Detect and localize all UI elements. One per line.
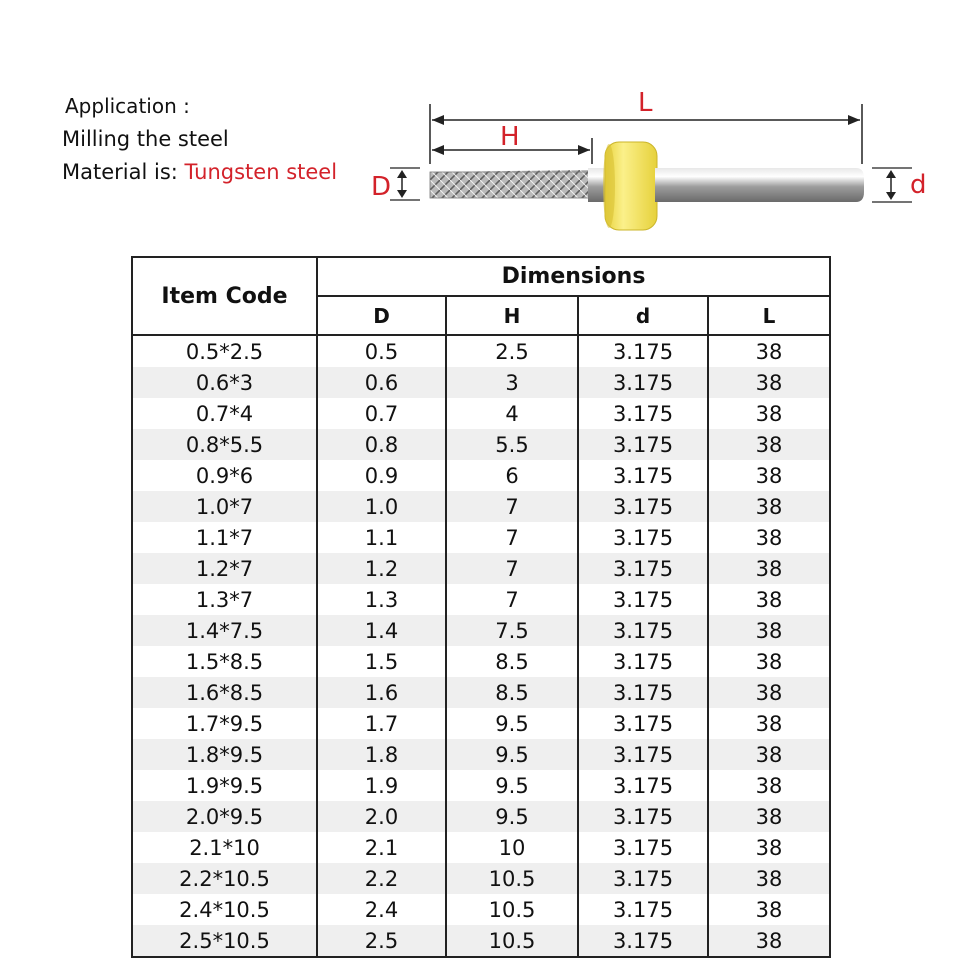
cell-d: 3.175 <box>578 335 708 367</box>
cell-d: 3.175 <box>578 677 708 708</box>
material-line <box>62 156 337 189</box>
table-row <box>132 894 830 925</box>
cell-D: 0.9 <box>317 460 446 491</box>
header-item-code: Item Code <box>132 257 317 335</box>
cell-item-code: 0.6*3 <box>132 367 317 398</box>
cell-item-code: 2.2*10.5 <box>132 863 317 894</box>
cell-item-code: 2.4*10.5 <box>132 894 317 925</box>
table-body <box>132 335 830 957</box>
cell-L: 38 <box>708 894 830 925</box>
label-H: H <box>500 122 520 152</box>
cell-D: 1.7 <box>317 708 446 739</box>
cell-L: 38 <box>708 398 830 429</box>
cell-H: 2.5 <box>446 335 578 367</box>
cell-d: 3.175 <box>578 491 708 522</box>
cell-d: 3.175 <box>578 925 708 957</box>
cell-d: 3.175 <box>578 894 708 925</box>
cell-L: 38 <box>708 429 830 460</box>
cell-H: 5.5 <box>446 429 578 460</box>
table-row <box>132 677 830 708</box>
table-row <box>132 615 830 646</box>
cell-H: 7.5 <box>446 615 578 646</box>
cell-D: 1.9 <box>317 770 446 801</box>
cell-d: 3.175 <box>578 429 708 460</box>
cell-D: 1.3 <box>317 584 446 615</box>
cell-item-code: 2.0*9.5 <box>132 801 317 832</box>
cell-H: 7 <box>446 553 578 584</box>
cell-D: 1.6 <box>317 677 446 708</box>
cell-d: 3.175 <box>578 801 708 832</box>
cell-D: 1.1 <box>317 522 446 553</box>
cell-d: 3.175 <box>578 646 708 677</box>
cell-item-code: 1.9*9.5 <box>132 770 317 801</box>
table-row <box>132 863 830 894</box>
cell-d: 3.175 <box>578 522 708 553</box>
cell-D: 1.2 <box>317 553 446 584</box>
table-row <box>132 739 830 770</box>
table-row <box>132 553 830 584</box>
cell-D: 2.0 <box>317 801 446 832</box>
application-label: Application : <box>65 94 190 118</box>
cell-H: 6 <box>446 460 578 491</box>
cell-item-code: 1.6*8.5 <box>132 677 317 708</box>
cell-D: 0.6 <box>317 367 446 398</box>
end-mill-illustration <box>360 80 960 250</box>
cell-H: 8.5 <box>446 646 578 677</box>
table-row <box>132 584 830 615</box>
dimension-d <box>872 168 912 202</box>
cell-item-code: 1.7*9.5 <box>132 708 317 739</box>
table-row <box>132 832 830 863</box>
cell-d: 3.175 <box>578 739 708 770</box>
application-info <box>62 90 337 189</box>
cell-item-code: 2.5*10.5 <box>132 925 317 957</box>
cell-d: 3.175 <box>578 770 708 801</box>
cell-item-code: 0.8*5.5 <box>132 429 317 460</box>
table-row <box>132 429 830 460</box>
cell-D: 0.8 <box>317 429 446 460</box>
cell-L: 38 <box>708 491 830 522</box>
cell-H: 9.5 <box>446 801 578 832</box>
table-row <box>132 770 830 801</box>
cell-L: 38 <box>708 739 830 770</box>
header-dimensions: Dimensions <box>317 257 830 296</box>
cell-L: 38 <box>708 522 830 553</box>
cell-H: 10 <box>446 832 578 863</box>
cell-item-code: 1.2*7 <box>132 553 317 584</box>
cell-D: 0.5 <box>317 335 446 367</box>
header-d: d <box>578 296 708 335</box>
table-row <box>132 460 830 491</box>
table-row <box>132 522 830 553</box>
end-mill-diagram <box>360 80 960 250</box>
cell-L: 38 <box>708 553 830 584</box>
table-row <box>132 367 830 398</box>
cell-item-code: 2.1*10 <box>132 832 317 863</box>
cell-item-code: 0.9*6 <box>132 460 317 491</box>
cell-D: 2.5 <box>317 925 446 957</box>
material-label: Material is: <box>62 160 178 184</box>
cell-d: 3.175 <box>578 708 708 739</box>
cell-D: 2.1 <box>317 832 446 863</box>
cell-L: 38 <box>708 615 830 646</box>
material-value: Tungsten steel <box>184 160 338 184</box>
cell-L: 38 <box>708 832 830 863</box>
cell-d: 3.175 <box>578 584 708 615</box>
table-row <box>132 646 830 677</box>
cell-item-code: 1.3*7 <box>132 584 317 615</box>
cell-H: 7 <box>446 584 578 615</box>
cutting-flutes <box>430 170 592 198</box>
cell-L: 38 <box>708 925 830 957</box>
cell-D: 2.4 <box>317 894 446 925</box>
label-L: L <box>638 88 653 118</box>
cell-H: 10.5 <box>446 925 578 957</box>
cell-H: 9.5 <box>446 708 578 739</box>
header-D: D <box>317 296 446 335</box>
cell-item-code: 0.7*4 <box>132 398 317 429</box>
cell-H: 9.5 <box>446 739 578 770</box>
table-row <box>132 801 830 832</box>
cell-d: 3.175 <box>578 398 708 429</box>
cell-H: 7 <box>446 491 578 522</box>
cell-d: 3.175 <box>578 553 708 584</box>
cell-H: 3 <box>446 367 578 398</box>
cell-item-code: 1.4*7.5 <box>132 615 317 646</box>
cell-L: 38 <box>708 863 830 894</box>
cell-L: 38 <box>708 708 830 739</box>
cell-L: 38 <box>708 646 830 677</box>
cell-item-code: 1.0*7 <box>132 491 317 522</box>
cell-H: 7 <box>446 522 578 553</box>
cell-H: 10.5 <box>446 894 578 925</box>
header-H: H <box>446 296 578 335</box>
cell-L: 38 <box>708 770 830 801</box>
table-row <box>132 398 830 429</box>
cell-item-code: 1.5*8.5 <box>132 646 317 677</box>
cell-d: 3.175 <box>578 863 708 894</box>
application-value: Milling the steel <box>62 127 229 151</box>
label-D: D <box>371 172 392 202</box>
shank <box>655 168 864 202</box>
table-row <box>132 335 830 367</box>
cell-item-code: 0.5*2.5 <box>132 335 317 367</box>
cell-L: 38 <box>708 677 830 708</box>
cell-H: 4 <box>446 398 578 429</box>
cell-D: 0.7 <box>317 398 446 429</box>
cell-H: 8.5 <box>446 677 578 708</box>
cell-L: 38 <box>708 460 830 491</box>
cell-d: 3.175 <box>578 615 708 646</box>
cell-L: 38 <box>708 367 830 398</box>
cell-D: 1.0 <box>317 491 446 522</box>
cell-d: 3.175 <box>578 460 708 491</box>
cell-H: 10.5 <box>446 863 578 894</box>
cell-L: 38 <box>708 584 830 615</box>
cell-H: 9.5 <box>446 770 578 801</box>
cell-D: 1.4 <box>317 615 446 646</box>
cell-D: 1.8 <box>317 739 446 770</box>
cell-L: 38 <box>708 335 830 367</box>
cell-D: 1.5 <box>317 646 446 677</box>
table-row <box>132 925 830 957</box>
label-d: d <box>910 170 927 200</box>
cell-d: 3.175 <box>578 832 708 863</box>
cell-L: 38 <box>708 801 830 832</box>
header-L: L <box>708 296 830 335</box>
cell-d: 3.175 <box>578 367 708 398</box>
cell-D: 2.2 <box>317 863 446 894</box>
cell-item-code: 1.8*9.5 <box>132 739 317 770</box>
table-row <box>132 708 830 739</box>
table-row <box>132 491 830 522</box>
cell-item-code: 1.1*7 <box>132 522 317 553</box>
dimensions-table <box>131 256 831 958</box>
dimension-D <box>390 168 420 200</box>
